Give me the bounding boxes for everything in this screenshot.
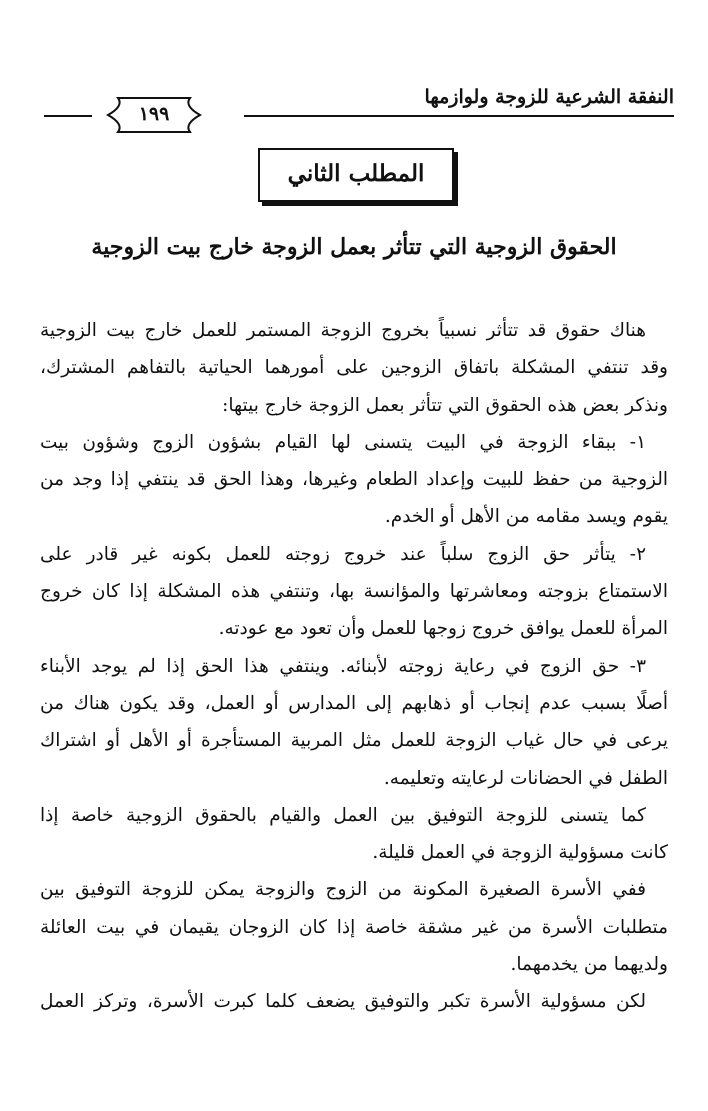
text-line: ونذكر بعض هذه الحقوق التي تتأثر بعمل الزوجة خارج بيتها: [222,394,668,416]
text-line: الاستمتاع بزوجته ومعاشرتها والمؤانسة بها، وتنتفي هذه المشكلة إذا كان خروج [40,581,668,603]
running-header [44,82,674,125]
header-rule-short [44,115,92,117]
text-line: الطفل في الحضانات لرعايته وتعليمه. [383,767,668,789]
text-line: يرعى في حال غياب الزوجة للعمل مثل المربية المستأجرة أو الأهل أو اشتراك [40,730,668,752]
section-title-box [258,148,454,202]
text-line: المرأة للعمل يوافق خروج زوجها للعمل وأن تعود مع عودته. [218,618,668,640]
body-text [40,312,668,1021]
section-title: المطلب الثاني [287,160,425,187]
page-number: ١٩٩ [138,103,170,125]
running-title: النفقة الشرعية للزوجة ولوازمها [424,86,674,108]
text-line: وقد تنتفي المشكلة باتفاق الزوجين على أمورهما الحياتية بالتفاهم المشترك، [40,357,668,379]
text-line: متطلبات الأسرة من غير مشقة خاصة إذا كان الزوجان يقيمان في بيت العائلة [40,916,668,938]
text-line: ٣- حق الزوج في رعاية زوجته لأبنائه. وينتفي هذا الحق إذا لم يوجد الأبناء [40,655,646,677]
page-number-ornament [104,96,204,134]
text-line: لكن مسؤولية الأسرة تكبر والتوفيق يضعف كلما كبرت الأسرة، وتركز العمل [40,991,646,1013]
text-line: ١- ببقاء الزوجة في البيت يتسنى لها القيام بشؤون الزوج وشؤون بيت [40,431,646,453]
text-line: أصلًا بسبب عدم إنجاب أو ذهابهم إلى المدارس أو العمل، وقد يكون هناك من [40,692,668,714]
text-line: ٢- يتأثر حق الزوج سلباً عند خروج زوجته للعمل بكونه غير قادر على [40,543,646,565]
text-line: يقوم ويسد مقامه من الأهل أو الخدم. [384,506,668,528]
text-line: كما يتسنى للزوجة التوفيق بين العمل والقيام بالحقوق الزوجية خاصة إذا [40,804,646,826]
text-line: هناك حقوق قد تتأثر نسبياً بخروج الزوجة المستمر للعمل خارج بيت الزوجية [40,320,646,341]
text-line: كانت مسؤولية الزوجة في العمل قليلة. [372,842,668,864]
text-line: الزوجية من حفظ للبيت وإعداد الطعام وغيرها، وهذا الحق قد ينتفي إذا وجد من [40,469,668,491]
header-rule [244,115,674,117]
text-line: ولديهما من يخدمهما. [510,954,668,976]
text-line: ففي الأسرة الصغيرة المكونة من الزوج والزوجة يمكن للزوجة التوفيق بين [40,879,646,901]
chapter-heading: الحقوق الزوجية التي تتأثر بعمل الزوجة خارج بيت الزوجية [91,234,617,260]
